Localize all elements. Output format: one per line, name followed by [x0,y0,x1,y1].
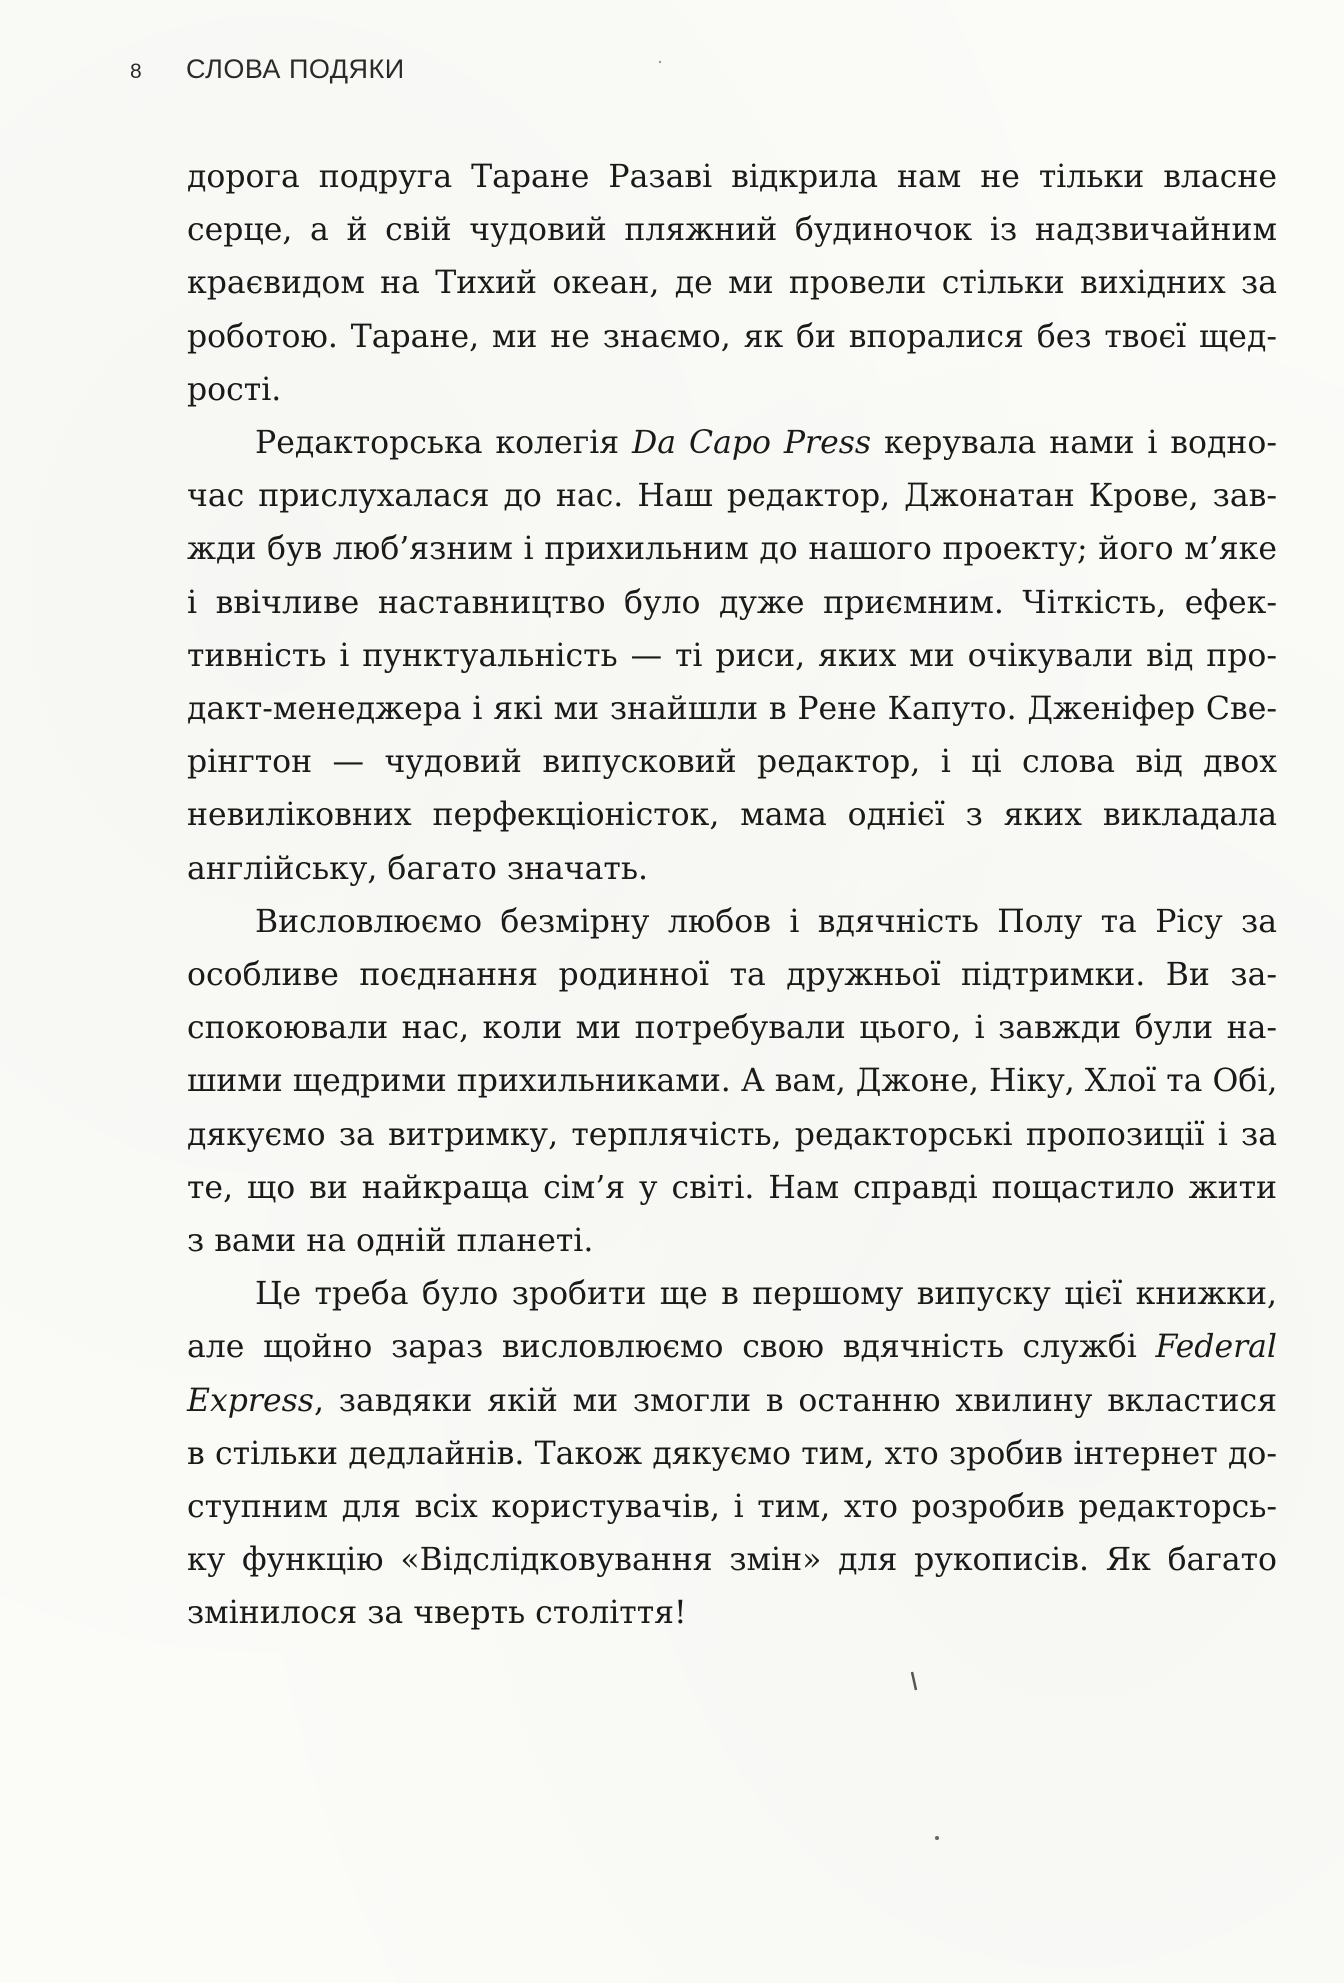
text-line [187,736,1277,789]
text-line [187,1055,1277,1108]
text-run: краєвидом на Тихий океан, де ми провели стільки вихідних за [187,265,1277,302]
text-run: в стільки дедлайнів. Також дякуємо тим, хто зробив інтернет до- [187,1435,1277,1472]
text-run: рості. [187,371,282,408]
text-line [187,417,1277,470]
text-line [187,1481,1277,1534]
text-run: тивність і пунктуальність — ті риси, яких ми очікували від про- [187,637,1277,674]
text-line [187,523,1277,576]
text-line [187,257,1277,310]
text-line [187,204,1277,257]
text-line [187,1587,1277,1640]
running-header [130,54,405,85]
section-title: СЛОВА ПОДЯКИ [186,54,405,84]
text-line [187,843,1277,896]
text-line [187,364,1277,417]
page-number: 8 [130,60,143,83]
italic-text: Federal [1155,1329,1277,1366]
text-run: те, що ви найкраща сім’я у світі. Нам справді пощастило жити [187,1169,1277,1206]
paragraph [187,417,1277,896]
text-run: серце, а й свій чудовий пляжний будиночок із надзвичайним [187,212,1277,249]
text-line [187,1375,1277,1428]
text-line [187,1162,1277,1215]
text-run: рінгтон — чудовий випусковий редактор, і ці слова від двох [187,744,1277,781]
text-run: англійську, багато значать. [187,850,648,887]
text-run: особливе поєднання родинної та дружньої підтримки. Ви за- [187,957,1277,994]
text-run: жди був люб’язним і прихильним до нашого проекту; його м’яке [187,531,1277,568]
text-line [187,683,1277,736]
text-line [187,470,1277,523]
text-line [187,1268,1277,1321]
text-line [187,630,1277,683]
text-run: Висловлюємо безмірну любов і вдячність Полу та Рісу за [255,903,1277,940]
text-run: роботою. Таране, ми не знаємо, як би впоралися без твоєї щед- [187,318,1277,355]
text-line [187,1109,1277,1162]
text-run: і ввічливе наставництво було дуже приємним. Чіткість, ефек- [187,584,1277,621]
paragraph [187,1268,1277,1640]
text-line [187,1534,1277,1587]
text-line [187,1428,1277,1481]
text-run: невиліковних перфекціоністок, мама однієї з яких викладала [187,797,1277,834]
text-run: ступним для всіх користувачів, і тим, хто розробив редакторсь- [187,1489,1277,1526]
italic-text: Da Capo Press [632,425,872,462]
text-run: Це треба було зробити ще в першому випуску цієї книжки, [255,1276,1277,1313]
text-run: змінилося за чверть століття! [187,1595,687,1632]
body-text [187,151,1277,1641]
text-run: , завдяки якій ми змогли в останню хвилину вкластися [313,1382,1277,1419]
scan-speck [659,61,661,63]
text-run: дакт-менеджера і які ми знайшли в Рене Капуто. Дженіфер Све- [187,691,1277,728]
text-run: Редакторська колегія [255,425,633,462]
paragraph [187,151,1277,417]
text-run: дорога подруга Таране Разаві відкрила нам не тільки власне [187,159,1277,195]
text-run: дякуємо за витримку, терплячість, редакторські пропозиції і за [187,1116,1277,1153]
text-run: керувала нами і водно- [871,425,1278,462]
paragraph [187,896,1277,1268]
scan-speck [935,1836,939,1840]
text-line [187,1321,1277,1374]
text-run: ку функцію «Відслідковування змін» для рукописів. Як багато [187,1542,1277,1579]
text-line [187,577,1277,630]
text-run: але щойно зараз висловлюємо свою вдячність службі [187,1329,1156,1366]
text-line [187,311,1277,364]
text-line [187,1002,1277,1055]
text-run: шими щедрими прихильниками. А вам, Джоне, Ніку, Хлої та Обі, [187,1063,1278,1100]
text-run: спокоювали нас, коли ми потребували цього, і завжди були на- [187,1010,1277,1047]
text-line [187,1215,1277,1268]
text-line [187,896,1277,949]
text-line [187,151,1277,204]
scan-speck [912,1672,916,1690]
italic-text: Express [187,1382,314,1419]
text-line [187,949,1277,1002]
text-line [187,789,1277,842]
text-run: з вами на одній планеті. [187,1223,594,1260]
text-run: час прислухалася до нас. Наш редактор, Джонатан Крове, зав- [187,478,1277,515]
